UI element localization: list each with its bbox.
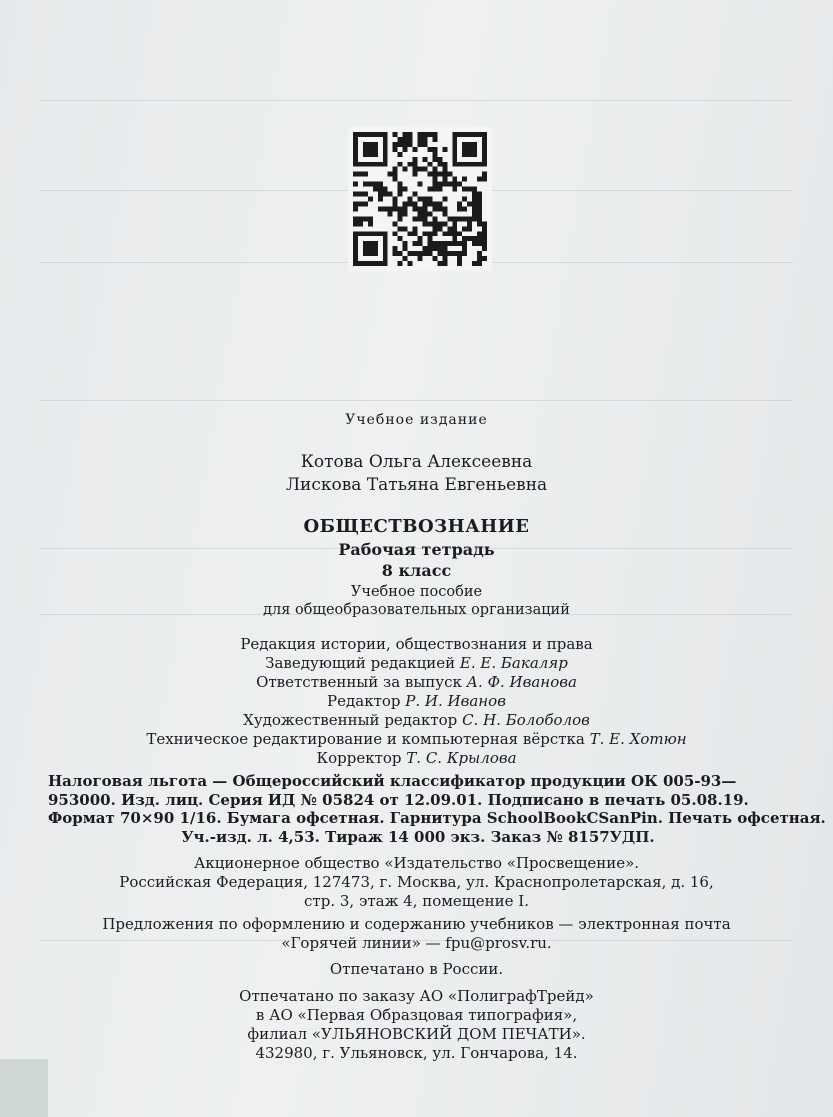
feedback-line: «Горячей линии» — fpu@prosv.ru. — [281, 934, 552, 952]
purpose-line-1: Учебное пособие — [350, 584, 483, 600]
credit-line: Ответственный за выпуск А. Ф. Иванова — [256, 673, 577, 691]
feedback-line: Предложения по оформлению и содержанию учебников — электронная почта — [102, 915, 731, 933]
imprint-line: Формат 70×90 1/16. Бумага офсетная. Гарнитура SchoolBookCSanPin. Печать офсетная. — [48, 809, 826, 827]
page-corner-shadow — [0, 1059, 48, 1117]
credit-line: Техническое редактирование и компьютерная вёрстка Т. Е. Хотюн — [146, 730, 687, 748]
purpose-line-2: для общеобразовательных организаций — [263, 602, 570, 618]
printer-line: филиал «УЛЬЯНОВСКИЙ ДОМ ПЕЧАТИ». — [247, 1025, 586, 1043]
imprint-line: Налоговая льгота — Общероссийский классификатор продукции ОК 005-93— — [48, 772, 737, 790]
credit-line: Художественный редактор С. Н. Болоболов — [243, 711, 590, 729]
credit-line: Заведующий редакцией Е. Е. Бакаляр — [265, 654, 568, 672]
imprint-block — [48, 772, 826, 846]
edition-type: Учебное издание — [345, 412, 488, 428]
printer-line: Отпечатано по заказу АО «ПолиграфТрейд» — [239, 987, 594, 1005]
book-subtitle: Рабочая тетрадь — [338, 540, 495, 559]
credit-line: Редактор Р. И. Иванов — [327, 692, 506, 710]
publisher-line: стр. 3, этаж 4, помещение I. — [304, 892, 529, 910]
publisher-line: Акционерное общество «Издательство «Просвещение». — [193, 854, 640, 872]
imprint-line: Уч.-изд. л. 4,53. Тираж 14 000 экз. Заказ № 8157УДП. — [181, 827, 655, 846]
credit-line: Редакция истории, обществознания и права — [240, 635, 593, 653]
printed-in: Отпечатано в России. — [329, 960, 504, 978]
author-2: Лискова Татьяна Евгеньевна — [285, 475, 548, 495]
printer-line: в АО «Первая Образцовая типография», — [255, 1006, 578, 1024]
publisher-line: Российская Федерация, 127473, г. Москва, ул. Краснопролетарская, д. 16, — [119, 873, 714, 891]
credit-line: Корректор Т. С. Крылова — [316, 749, 517, 767]
author-1: Котова Ольга Алексеевна — [300, 452, 533, 472]
printer-line: 432980, г. Ульяновск, ул. Гончарова, 14. — [255, 1044, 578, 1062]
imprint-line: 953000. Изд. лиц. Серия ИД № 05824 от 12.09.01. Подписано в печать 05.08.19. — [48, 790, 749, 809]
grade-label: 8 класс — [381, 561, 452, 580]
qr-code-icon — [348, 127, 492, 271]
book-title: ОБЩЕСТВОЗНАНИЕ — [303, 516, 530, 537]
